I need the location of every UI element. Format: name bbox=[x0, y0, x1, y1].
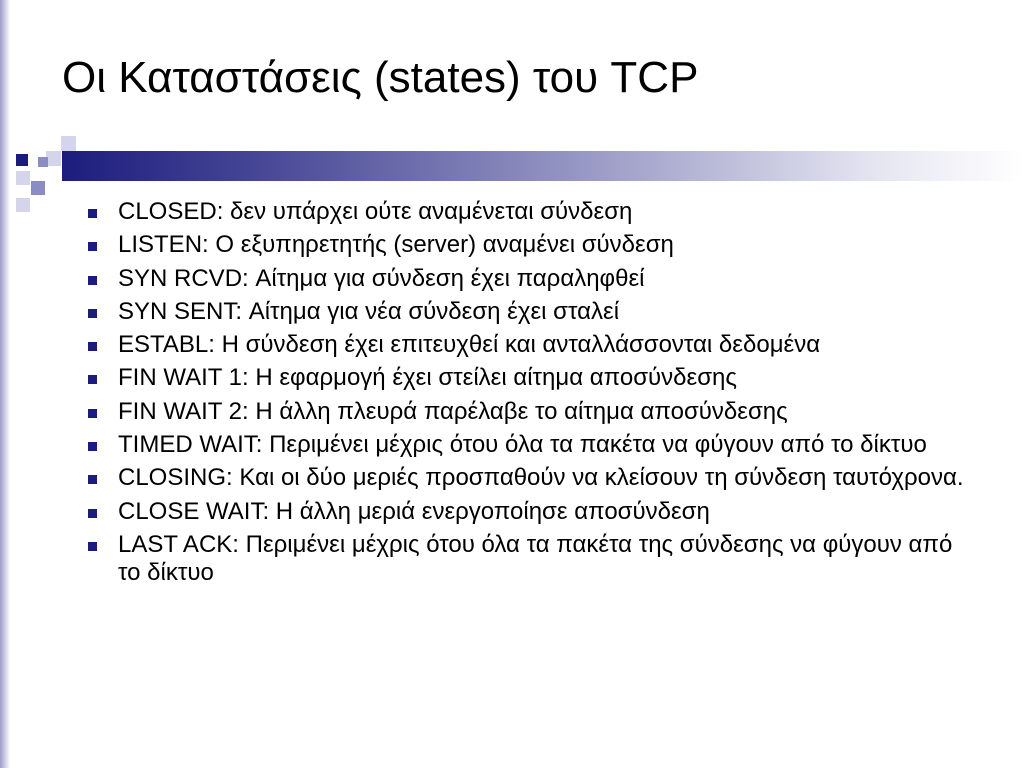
list-item bbox=[88, 265, 968, 293]
list-item-text: LISTEN: O εξυπηρετητής (server) αναμένει σύνδεση bbox=[118, 231, 674, 259]
decor-square bbox=[38, 157, 48, 167]
bullet-square-icon bbox=[88, 442, 97, 451]
list-item-text: ESTABL: Η σύνδεση έχει επιτευχθεί και ανταλλάσσονται δεδομένα bbox=[118, 331, 821, 359]
list-item-text: SYN SENT: Αίτημα για νέα σύνδεση έχει σταλεί bbox=[118, 297, 620, 325]
list-item bbox=[88, 498, 968, 526]
left-decorative-stripe bbox=[0, 0, 10, 768]
list-item-text: CLOSE WAIT: Η άλλη μεριά ενεργοποίησε αποσύνδεση bbox=[118, 497, 710, 525]
bullet-square-icon bbox=[88, 309, 97, 318]
list-item-text: FIN WAIT 1: Η εφαρμογή έχει στείλει αίτημα αποσύνδεσης bbox=[118, 364, 737, 392]
list-item bbox=[88, 398, 968, 426]
bullet-square-icon bbox=[88, 475, 97, 484]
list-item-text: SYN RCVD: Αίτημα για σύνδεση έχει παραληφθεί bbox=[118, 264, 645, 292]
slide-title: Οι Καταστάσεις (states) του TCP bbox=[62, 53, 699, 102]
bullet-list bbox=[88, 198, 968, 592]
bullet-square-icon bbox=[88, 242, 97, 251]
title-underline-bar bbox=[62, 151, 1024, 181]
decor-square bbox=[46, 151, 61, 166]
decor-square bbox=[16, 171, 30, 185]
decor-square bbox=[16, 154, 28, 166]
bullet-square-icon bbox=[88, 375, 97, 384]
list-item-text: FIN WAIT 2: Η άλλη πλευρά παρέλαβε το αίτημα αποσύνδεσης bbox=[118, 397, 788, 425]
list-item-text: LAST ACK: Περιμένει μέχρις ότου όλα τα πακέτα της σύνδεσης να φύγουν από το δίκτυο bbox=[118, 530, 953, 586]
bullet-square-icon bbox=[88, 542, 97, 551]
list-item-text: TIMED WAIT: Περιμένει μέχρις ότου όλα τα πακέτα να φύγουν από το δίκτυο bbox=[118, 431, 927, 459]
decor-square bbox=[16, 198, 30, 212]
bullet-square-icon bbox=[88, 509, 97, 518]
list-item bbox=[88, 298, 968, 326]
bullet-square-icon bbox=[88, 342, 97, 351]
decor-square bbox=[61, 136, 76, 151]
list-item-text: CLOSING: Και οι δύο μεριές προσπαθούν να κλείσουν τη σύνδεση ταυτόχρονα. bbox=[118, 464, 964, 492]
list-item-text: CLOSED: δεν υπάρχει ούτε αναμένεται σύνδεση bbox=[118, 198, 633, 225]
bullet-square-icon bbox=[88, 209, 97, 218]
list-item bbox=[88, 231, 968, 259]
list-item bbox=[88, 464, 968, 492]
list-item bbox=[88, 431, 968, 459]
list-item bbox=[88, 531, 968, 587]
list-item bbox=[88, 364, 968, 392]
decor-square bbox=[31, 181, 45, 195]
bullet-square-icon bbox=[88, 276, 97, 285]
bullet-square-icon bbox=[88, 409, 97, 418]
list-item bbox=[88, 198, 968, 226]
list-item bbox=[88, 331, 968, 359]
